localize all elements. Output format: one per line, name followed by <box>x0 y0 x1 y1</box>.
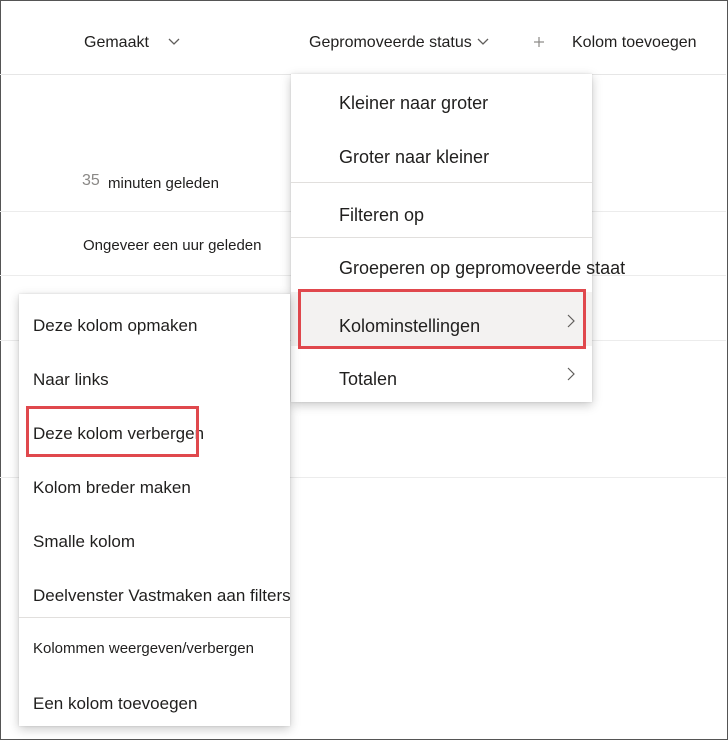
menu-item-filter[interactable]: Filteren op <box>339 205 425 225</box>
column-context-menu <box>291 74 626 402</box>
menu-item-totals[interactable]: Totalen <box>339 369 398 389</box>
menu-item-sort-descending[interactable]: Groter naar kleiner <box>339 147 490 167</box>
submenu-item-add-column[interactable]: Een kolom toevoegen <box>33 694 198 713</box>
submenu-item-move-left[interactable]: Naar links <box>33 370 109 389</box>
plus-icon[interactable] <box>533 36 545 48</box>
add-column-button[interactable]: Kolom toevoegen <box>572 34 697 51</box>
time-text: minuten geleden <box>108 175 219 192</box>
menu-item-column-settings[interactable]: Kolominstellingen <box>339 316 481 336</box>
highlight-column-settings <box>298 289 586 349</box>
submenu-item-hide-column[interactable]: Deze kolom verbergen <box>33 424 205 443</box>
chevron-down-icon[interactable] <box>168 37 180 47</box>
submenu-item-pin-to-filters[interactable]: Deelvenster Vastmaken aan filters <box>33 586 291 605</box>
menu-item-group-by[interactable]: Groeperen op gepromoveerde staat <box>339 258 626 278</box>
chevron-right-icon <box>567 367 575 381</box>
menu-divider <box>19 617 290 618</box>
submenu-item-format-column[interactable]: Deze kolom opmaken <box>33 316 198 335</box>
menu-divider <box>291 237 592 238</box>
submenu-item-narrow-column[interactable]: Smalle kolom <box>33 532 136 551</box>
time-number: 35 <box>82 172 100 189</box>
list-header <box>0 0 726 75</box>
chevron-down-icon[interactable] <box>477 37 489 47</box>
menu-item-sort-ascending[interactable]: Kleiner naar groter <box>339 93 489 113</box>
submenu-item-show-hide-columns[interactable]: Kolommen weergeven/verbergen <box>33 640 254 657</box>
menu-divider <box>291 182 592 183</box>
submenu-item-widen-column[interactable]: Kolom breder maken <box>33 478 191 497</box>
time-text: Ongeveer een uur geleden <box>83 237 262 254</box>
highlight-hide-column <box>26 406 199 457</box>
column-header-gemaakt[interactable]: Gemaakt <box>84 34 149 51</box>
column-header-gepromoveerde-status[interactable]: Gepromoveerde status <box>309 34 472 51</box>
column-settings-submenu <box>19 294 290 726</box>
